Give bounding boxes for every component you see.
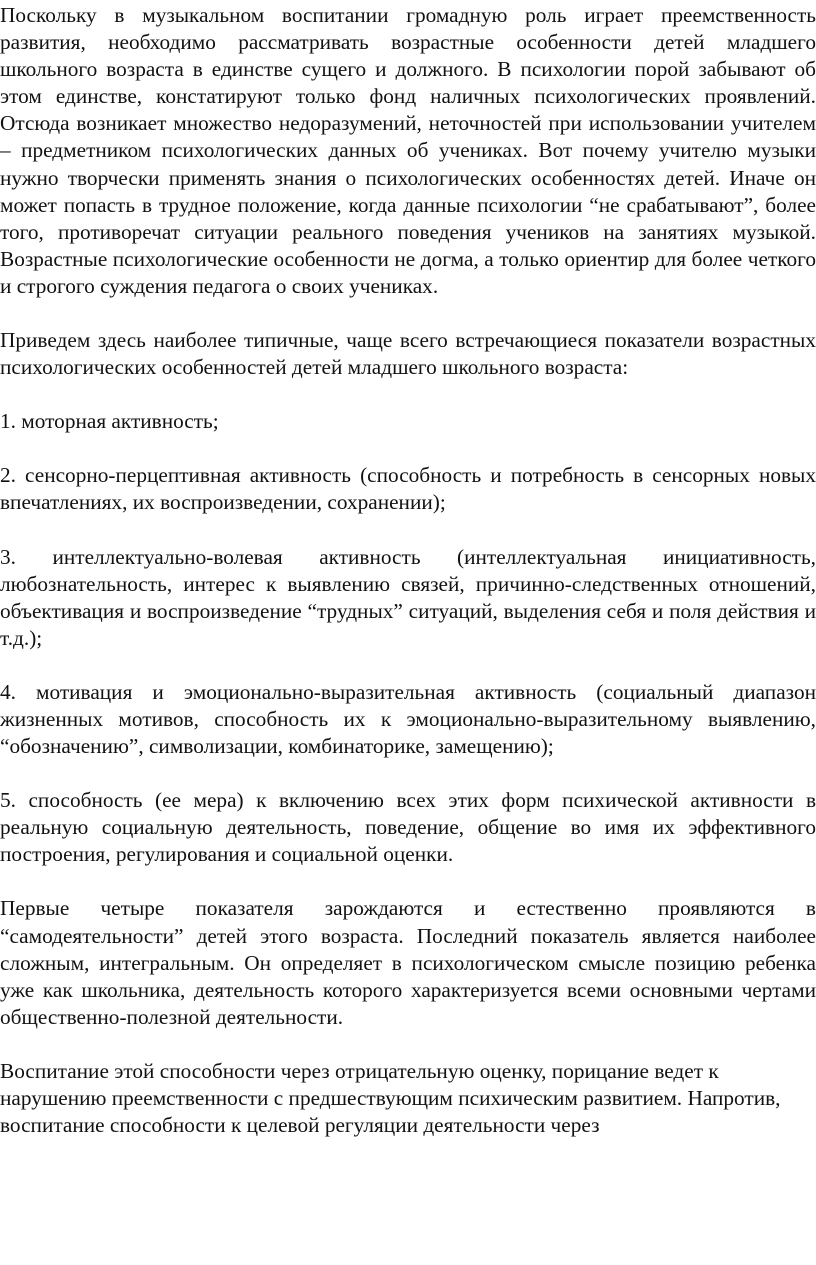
paragraph-intro: Поскольку в музыкальном воспитании громадную роль играет преемственность развития, необходимо рассматривать возрастные особенности детей младшего школьного возраста в единстве сущего и должного. В психологии порой забывают об этом единстве, констатируют только фонд наличных психологических проявлений. Отсюда возникает множество недоразумений, неточностей при использовании учителем – предметником психологических данных об учениках. Вот почему учителю музыки нужно творчески применять знания о психологических особенностях детей. Иначе он может попасть в трудное положение, когда данные психологии “не срабатывают”, более того, противоречат ситуации реального поведения учеников на занятиях музыкой. Возрастные психологические особенности не догма, а только ориентир для более четкого и строгого суждения педагога о своих учениках.: [0, 3, 816, 298]
list-item-intellectual-volitional: 3. интеллектуально-волевая активность (интеллектуальная инициативность, любознательность, интерес к выявлению связей, причинно-следственных отношений, объективация и воспроизведение “трудных” ситуаций, выделения себя и поля действия и т.д.);: [0, 544, 816, 650]
list-item-motivation-emotional: 4. мотивация и эмоционально-выразительная активность (социальный диапазон жизненных мотивов, способность их к эмоционально-выразительному выявлению, “обозначению”, символизации, комбинаторике, замещению);: [0, 679, 816, 759]
paragraph-upbringing: Воспитание этой способности через отрицательную оценку, порицание ведет к нарушению преемственности с предшествующим психическим развитием. Напротив, воспитание способности к целевой регуляции деятельности через: [0, 1058, 781, 1138]
list-item-sensory-perceptive: 2. сенсорно-перцептивная активность (способность и потребность в сенсорных новых впечатлениях, их воспроизведении, сохранении);: [0, 463, 816, 515]
paragraph-first-four-indicators: Первые четыре показателя зарождаются и естественно проявляются в “самодеятельности” детей этого возраста. Последний показатель является наиболее сложным, интегральным. Он определяет в психологическом смысле позицию ребенка уже как школьника, деятельность которого характеризуется всеми основными чертами общественно-полезной деятельности.: [0, 896, 816, 1029]
list-item-social-integration: 5. способность (ее мера) к включению всех этих форм психической активности в реальную социальную деятельность, поведение, общение во имя их эффективного построения, регулирования и социальной оценки.: [0, 788, 816, 867]
list-item-motor-activity: 1. моторная активность;: [0, 409, 219, 434]
paragraph-indicators-lead: Приведем здесь наиболее типичные, чаще всего встречающиеся показатели возрастных психологических особенностей детей младшего школьного возраста:: [0, 328, 816, 380]
